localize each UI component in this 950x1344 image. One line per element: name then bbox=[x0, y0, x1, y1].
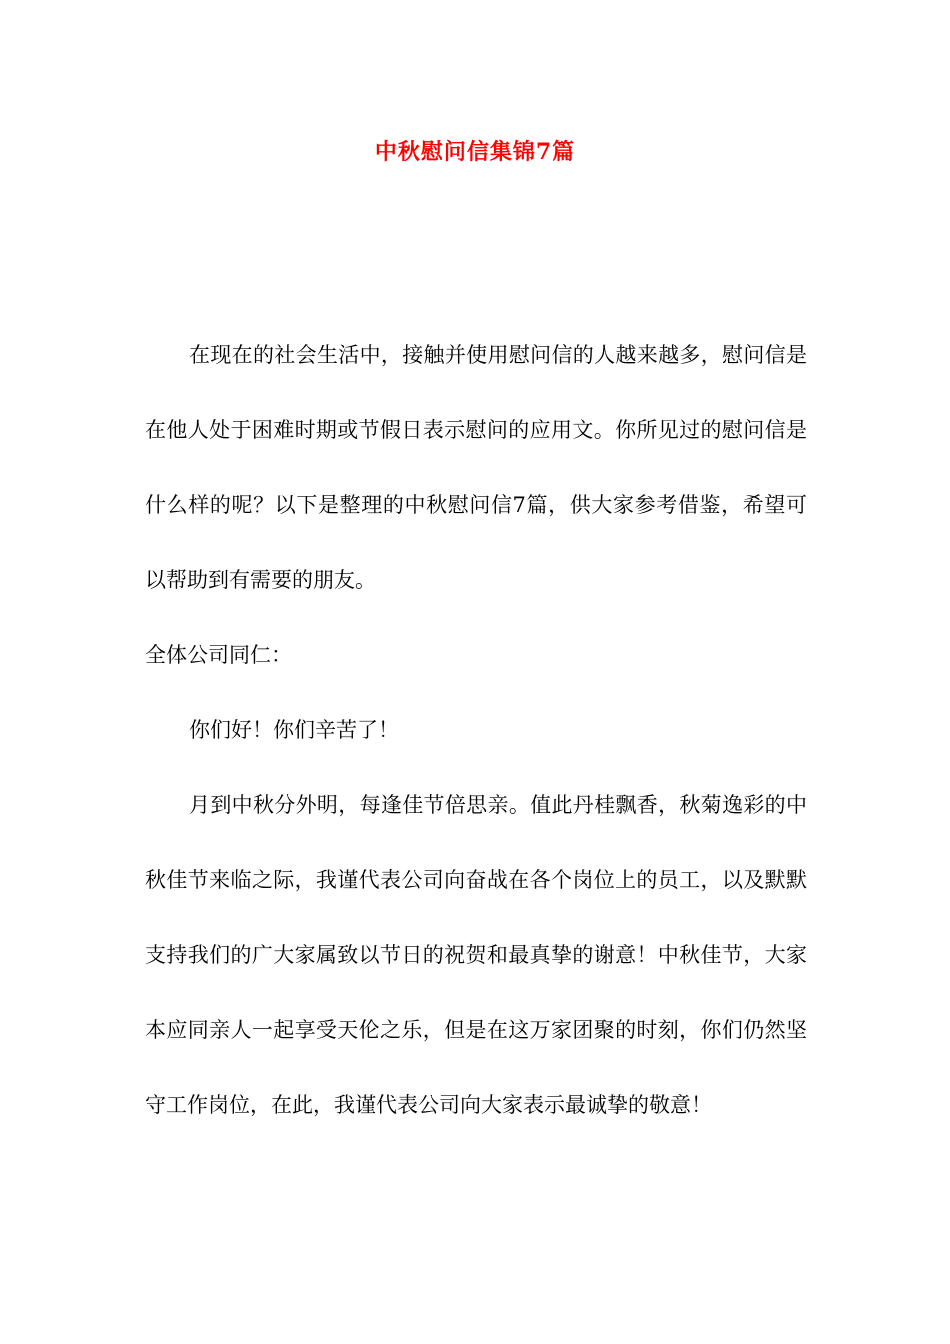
document-title: 中秋慰问信集锦7篇 bbox=[374, 139, 576, 165]
intro-paragraph: 在现在的社会生活中，接触并使用慰问信的人越来越多，慰问信是在他人处于困难时期或节假日表示慰问的应用文。你所见过的慰问信是什么样的呢？以下是整理的中秋慰问信7篇，供大家参考借鉴，希望可以帮助到有需要的朋友。 bbox=[145, 343, 807, 592]
letter-body-paragraph: 月到中秋分外明，每逢佳节倍思亲。值此丹桂飘香，秋菊逸彩的中秋佳节来临之际，我谨代表公司向奋战在各个岗位上的员工，以及默默支持我们的广大家属致以节日的祝贺和最真挚的谢意！中秋佳节，大家本应同亲人一起享受天伦之乐，但是在这万家团聚的时刻，你们仍然坚守工作岗位，在此，我谨代表公司向大家表示最诚挚的敬意！ bbox=[145, 793, 807, 1117]
document-body bbox=[145, 318, 807, 1143]
salutation: 全体公司同仁： bbox=[145, 643, 292, 667]
greeting-paragraph: 你们好！你们辛苦了！ bbox=[189, 718, 399, 742]
